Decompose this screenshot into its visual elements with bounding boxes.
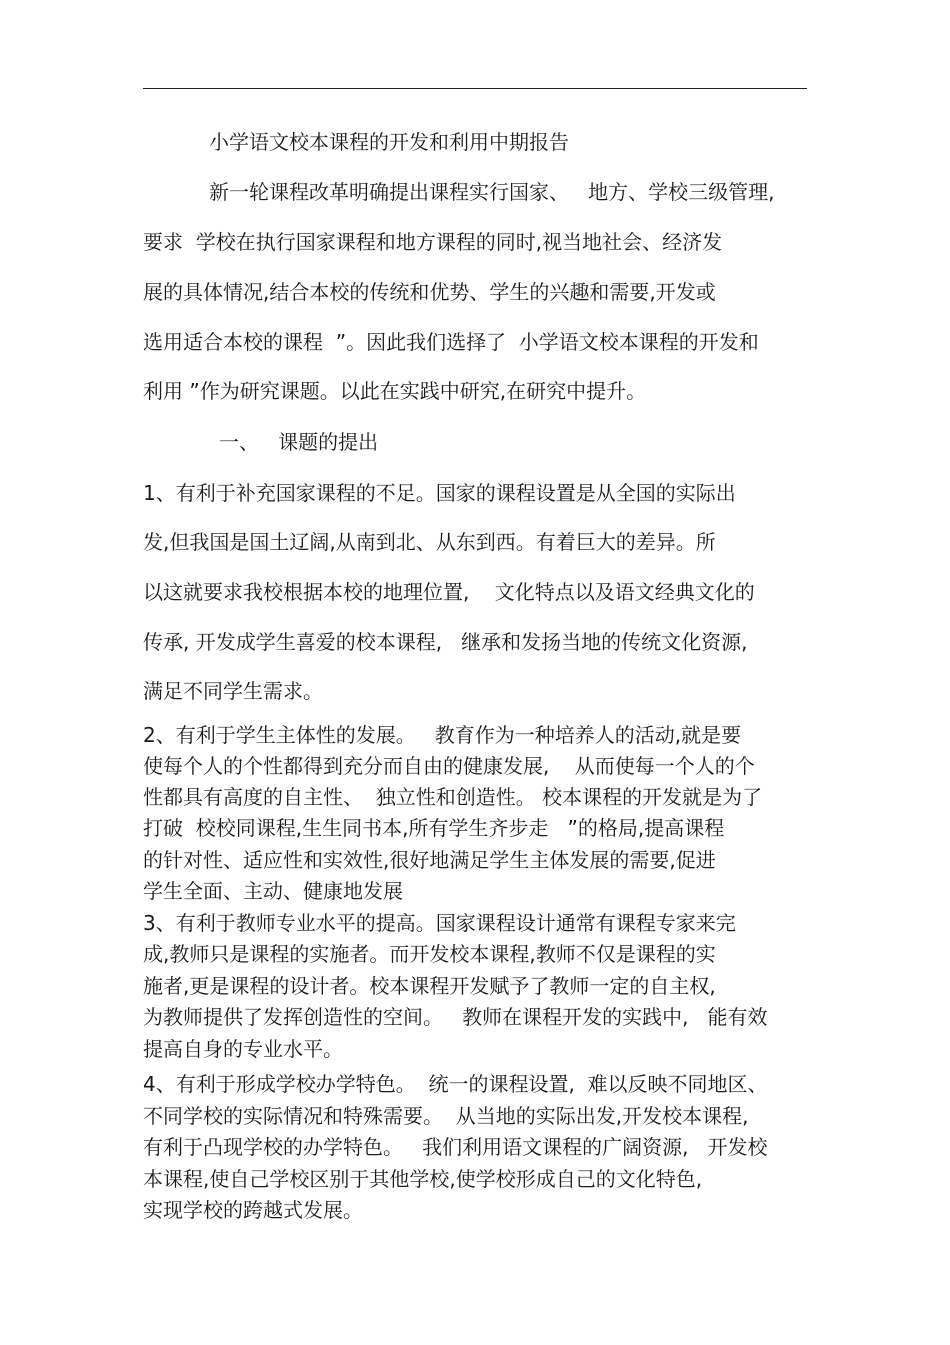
paragraph-line: 2、有利于学生主体性的发展。 教育作为一种培养人的活动,就是要 [143, 723, 742, 747]
intro-line: 新一轮课程改革明确提出课程实行国家、 地方、学校三级管理, [209, 180, 775, 204]
intro-line: 选用适合本校的课程 ”。因此我们选择了 小学语文校本课程的开发和 [143, 330, 759, 354]
paragraph-line: 以这就要求我校根据本校的地理位置, 文化特点以及语文经典文化的 [143, 580, 755, 604]
paragraph-line: 成,教师只是课程的实施者。而开发校本课程,教师不仅是课程的实 [143, 942, 716, 966]
paragraph-line: 发,但我国是国土辽阔,从南到北、从东到西。有着巨大的差异。所 [143, 530, 716, 554]
paragraph-line: 为教师提供了发挥创造性的空间。 教师在课程开发的实践中, 能有效 [143, 1005, 768, 1029]
paragraph-line: 打破 校校同课程,生生同书本,所有学生齐步走 ”的格局,提高课程 [143, 816, 725, 840]
header-rule [143, 88, 807, 89]
paragraph-line: 有利于凸现学校的办学特色。 我们利用语文课程的广阔资源, 开发校 [143, 1135, 768, 1159]
section-heading: 一、 课题的提出 [219, 430, 379, 454]
document-title: 小学语文校本课程的开发和利用中期报告 [209, 130, 569, 154]
paragraph-line: 不同学校的实际情况和特殊需要。 从当地的实际出发,开发校本课程, [143, 1104, 749, 1128]
paragraph-line: 传承, 开发成学生喜爱的校本课程, 继承和发扬当地的传统文化资源, [143, 630, 748, 654]
paragraph-line: 1、有利于补充国家课程的不足。国家的课程设置是从全国的实际出 [143, 481, 736, 505]
intro-line: 要求 学校在执行国家课程和地方课程的同时,视当地社会、经济发 [143, 230, 723, 254]
paragraph-line: 4、有利于形成学校办学特色。 统一的课程设置, 难以反映不同地区、 [143, 1072, 768, 1096]
paragraph-line: 的针对性、适应性和实效性,很好地满足学生主体发展的需要,促进 [143, 848, 716, 872]
paragraph-line: 施者,更是课程的设计者。校本课程开发赋予了教师一定的自主权, [143, 974, 716, 998]
paragraph-line: 本课程,使自己学校区别于其他学校,使学校形成自己的文化特色, [143, 1167, 703, 1191]
intro-line: 展的具体情况,结合本校的传统和优势、学生的兴趣和需要,开发或 [143, 280, 716, 304]
paragraph-line: 性都具有高度的自主性、 独立性和创造性。 校本课程的开发就是为了 [143, 785, 763, 809]
paragraph-line: 满足不同学生需求。 [143, 679, 323, 703]
paragraph-line: 实现学校的跨越式发展。 [143, 1198, 363, 1222]
paragraph-line: 学生全面、主动、健康地发展 [143, 879, 403, 903]
paragraph-line: 提高自身的专业水平。 [143, 1037, 343, 1061]
intro-line: 利用 ”作为研究课题。以此在实践中研究,在研究中提升。 [143, 379, 647, 403]
paragraph-line: 3、有利于教师专业水平的提高。国家课程设计通常有课程专家来完 [143, 911, 736, 935]
paragraph-line: 使每个人的个性都得到充分而自由的健康发展, 从而使每一个人的个 [143, 754, 755, 778]
